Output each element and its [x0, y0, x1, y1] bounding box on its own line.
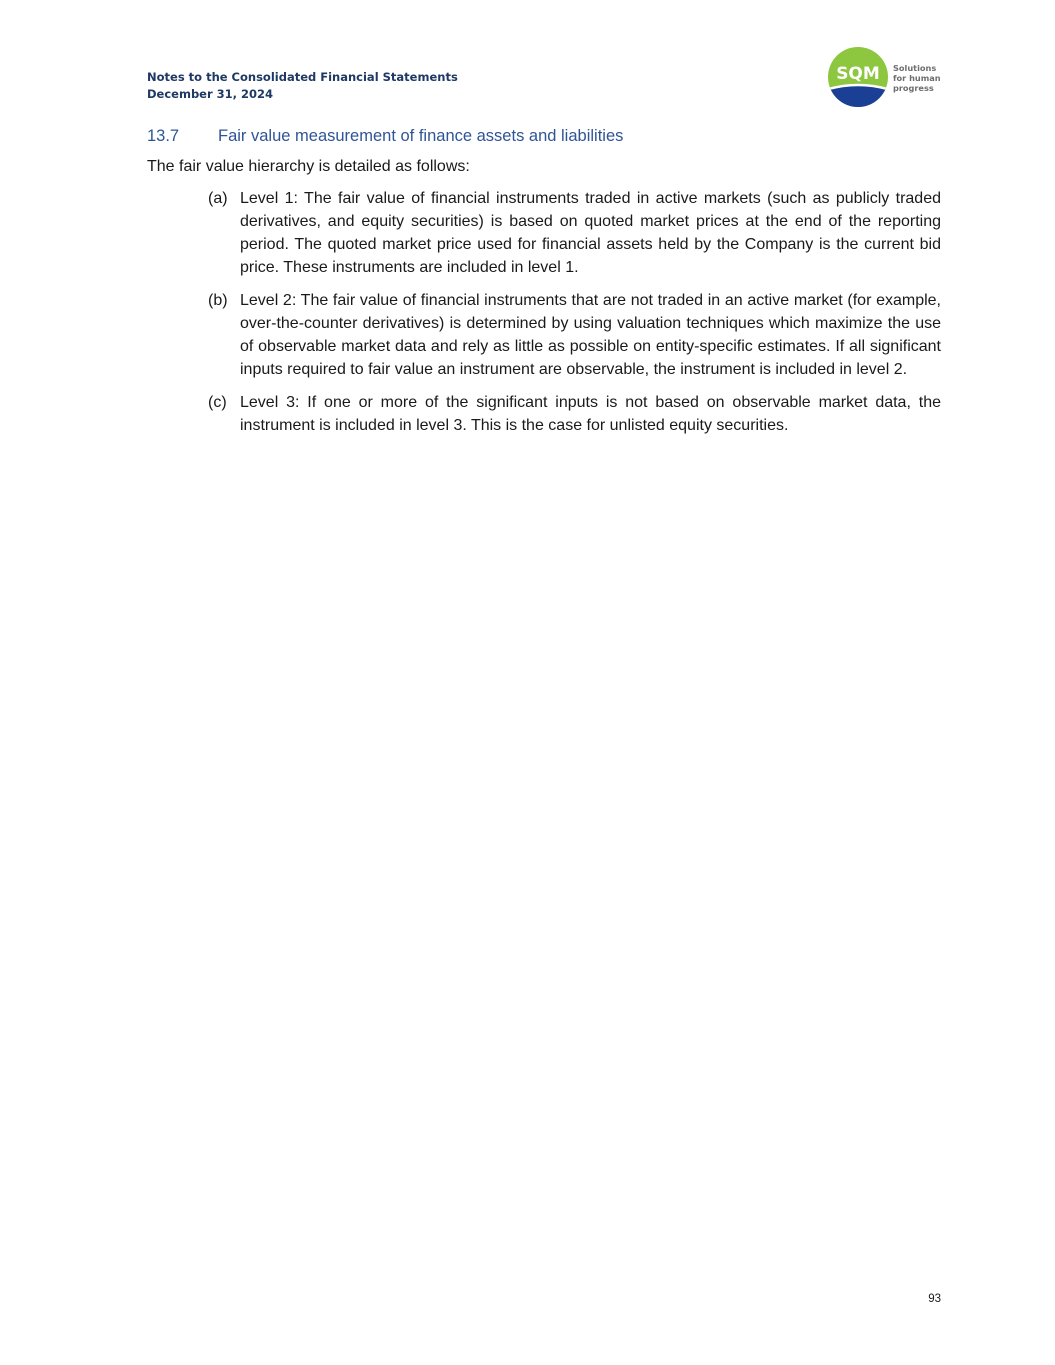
- list-item-text: Level 2: The fair value of financial instruments that are not traded in an active market (for example, over-the-counter derivatives) is determined by using valuation techniques which maximize the use of observable market data and rely as little as possible on entity-specific estimates. If all significant inputs required to fair value an instrument are observable, the instrument is included in level 2.: [240, 292, 941, 378]
- list-marker: (a): [208, 190, 228, 207]
- intro-paragraph: The fair value hierarchy is detailed as follows:: [147, 158, 470, 175]
- list-item: [208, 187, 941, 279]
- list-item: [208, 391, 941, 437]
- header-title: Notes to the Consolidated Financial Statements: [147, 70, 458, 84]
- sqm-logo: [827, 46, 947, 108]
- section-heading: [147, 127, 623, 146]
- document-header: [147, 69, 458, 103]
- logo-tagline-line: progress: [893, 83, 934, 93]
- logo-blue-wave: [827, 85, 889, 108]
- page-number: 93: [928, 1293, 941, 1305]
- fair-value-hierarchy-list: [208, 187, 941, 447]
- logo-tagline-line: Solutions: [893, 63, 937, 73]
- logo-tagline: [893, 63, 941, 93]
- logo-brand-text: SQM: [836, 64, 880, 84]
- logo-tagline-line: for human: [893, 73, 941, 83]
- list-item-text: Level 3: If one or more of the significant inputs is not based on observable market data, the instrument is included in level 3. This is the case for unlisted equity securities.: [240, 394, 941, 434]
- sqm-logo-mark: [827, 46, 889, 108]
- section-title: Fair value measurement of finance assets and liabilities: [218, 127, 624, 145]
- header-date: December 31, 2024: [147, 87, 274, 101]
- list-marker: (c): [208, 394, 227, 411]
- list-item: [208, 289, 941, 381]
- list-item-text: Level 1: The fair value of financial instruments traded in active markets (such as publicly traded derivatives, and equity securities) is based on quoted market prices at the end of the reporting period. The quoted market price used for financial assets held by the Company is the current bid price. These instruments are included in level 1.: [240, 190, 941, 276]
- list-marker: (b): [208, 292, 228, 309]
- section-number: 13.7: [147, 127, 180, 145]
